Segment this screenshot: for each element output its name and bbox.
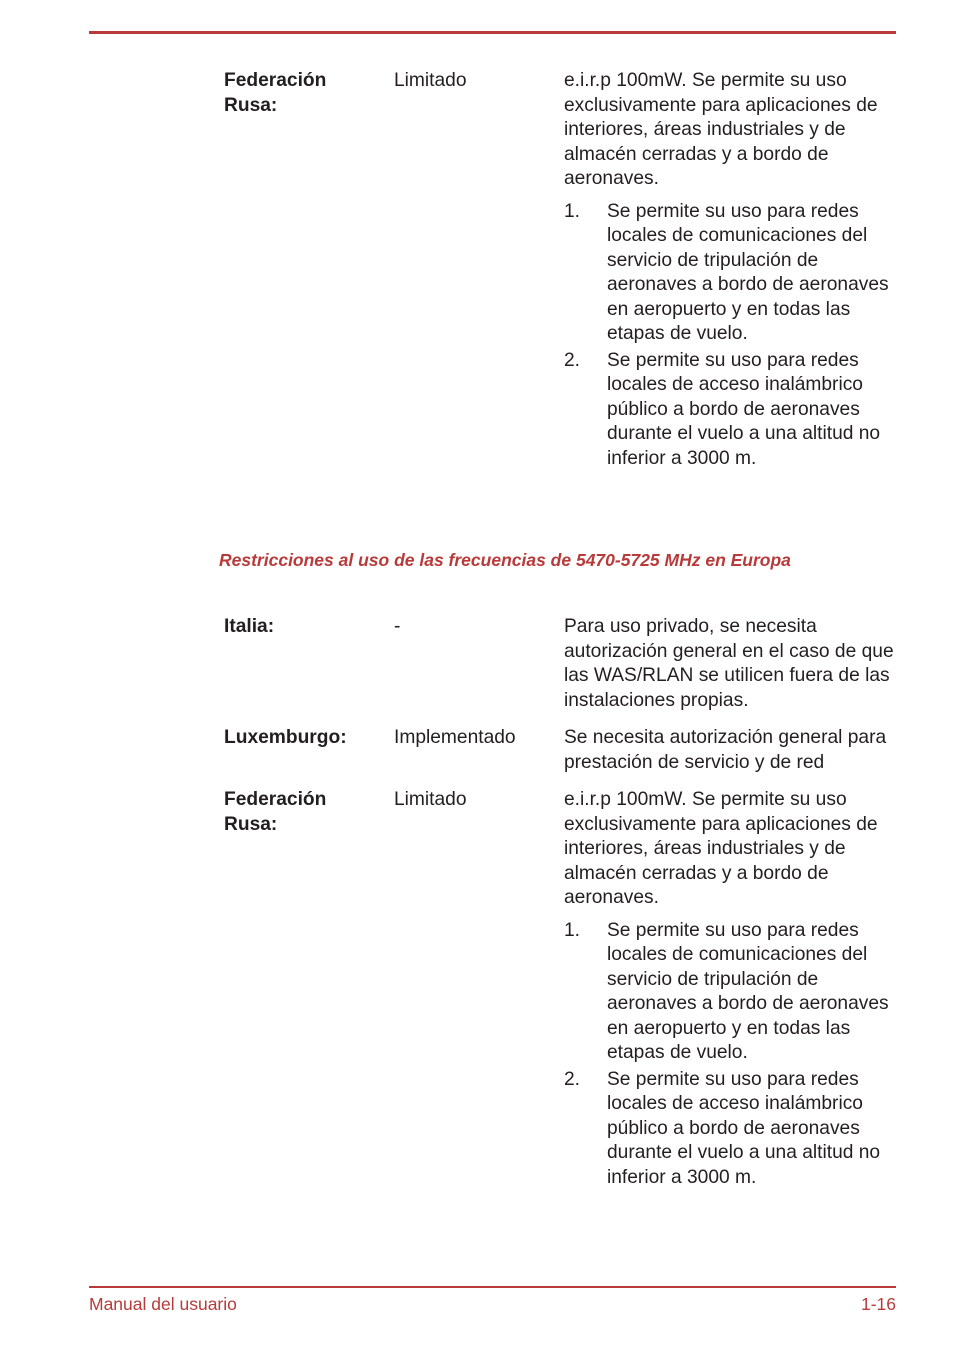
description-text: Se necesita autorización general para prestación de servicio y de red bbox=[564, 727, 887, 773]
regulation-table-bottom bbox=[224, 615, 904, 1192]
list-text: Se permite su uso para redes locales de comunicaciones del servicio de tripulación de aeronaves a bordo de aeronaves en aeropuerto y en todas las etapas de vuelo. bbox=[607, 200, 889, 344]
list-number: 1. bbox=[564, 200, 581, 222]
section-heading: Restricciones al uso de las frecuencias de 5470-5725 MHz en Europa bbox=[219, 550, 791, 570]
list-item bbox=[564, 919, 894, 1066]
list-item bbox=[564, 349, 894, 472]
description-text: e.i.r.p 100mW. Se permite su uso exclusivamente para aplicaciones de interiores, áreas industriales y de almacén cerradas y a bordo de aeronaves. bbox=[564, 70, 878, 189]
list-text: Se permite su uso para redes locales de acceso inalámbrico público a bordo de aeronaves durante el vuelo a una altitud no inferior a 3000 m. bbox=[607, 349, 881, 469]
table-row bbox=[224, 788, 904, 1190]
description-cell bbox=[564, 726, 894, 775]
table-row bbox=[224, 726, 904, 775]
description-cell bbox=[564, 69, 894, 471]
table-row bbox=[224, 69, 904, 471]
list-text: Se permite su uso para redes locales de acceso inalámbrico público a bordo de aeronaves durante el vuelo a una altitud no inferior a 3000 m. bbox=[607, 1068, 881, 1188]
numbered-list bbox=[564, 919, 894, 1191]
list-item bbox=[564, 200, 894, 347]
status-value: - bbox=[394, 616, 401, 637]
country-label: Luxemburgo: bbox=[224, 727, 347, 748]
status-value: Limitado bbox=[394, 789, 467, 810]
description-text: Para uso privado, se necesita autorización general en el caso de que las WAS/RLAN se utilicen fuera de las instalaciones propias. bbox=[564, 616, 894, 711]
regulation-table-top bbox=[224, 69, 904, 473]
list-item bbox=[564, 1068, 894, 1191]
list-number: 1. bbox=[564, 919, 581, 941]
country-label: Italia: bbox=[224, 616, 275, 637]
list-number: 2. bbox=[564, 1068, 581, 1090]
footer-manual-title: Manual del usuario bbox=[89, 1294, 237, 1314]
country-label: Federación Rusa: bbox=[224, 789, 327, 835]
table-row bbox=[224, 615, 904, 713]
list-text: Se permite su uso para redes locales de comunicaciones del servicio de tripulación de aeronaves a bordo de aeronaves en aeropuerto y en todas las etapas de vuelo. bbox=[607, 919, 889, 1063]
list-number: 2. bbox=[564, 349, 581, 371]
header-rule bbox=[89, 31, 896, 34]
footer-rule bbox=[89, 1286, 896, 1288]
page-number: 1-16 bbox=[860, 1294, 896, 1314]
numbered-list bbox=[564, 200, 894, 472]
description-cell bbox=[564, 615, 894, 713]
status-value: Limitado bbox=[394, 70, 467, 91]
description-text: e.i.r.p 100mW. Se permite su uso exclusivamente para aplicaciones de interiores, áreas industriales y de almacén cerradas y a bordo de aeronaves. bbox=[564, 789, 878, 908]
description-cell bbox=[564, 788, 894, 1190]
country-label: Federación Rusa: bbox=[224, 70, 327, 116]
status-value: Implementado bbox=[394, 727, 516, 748]
